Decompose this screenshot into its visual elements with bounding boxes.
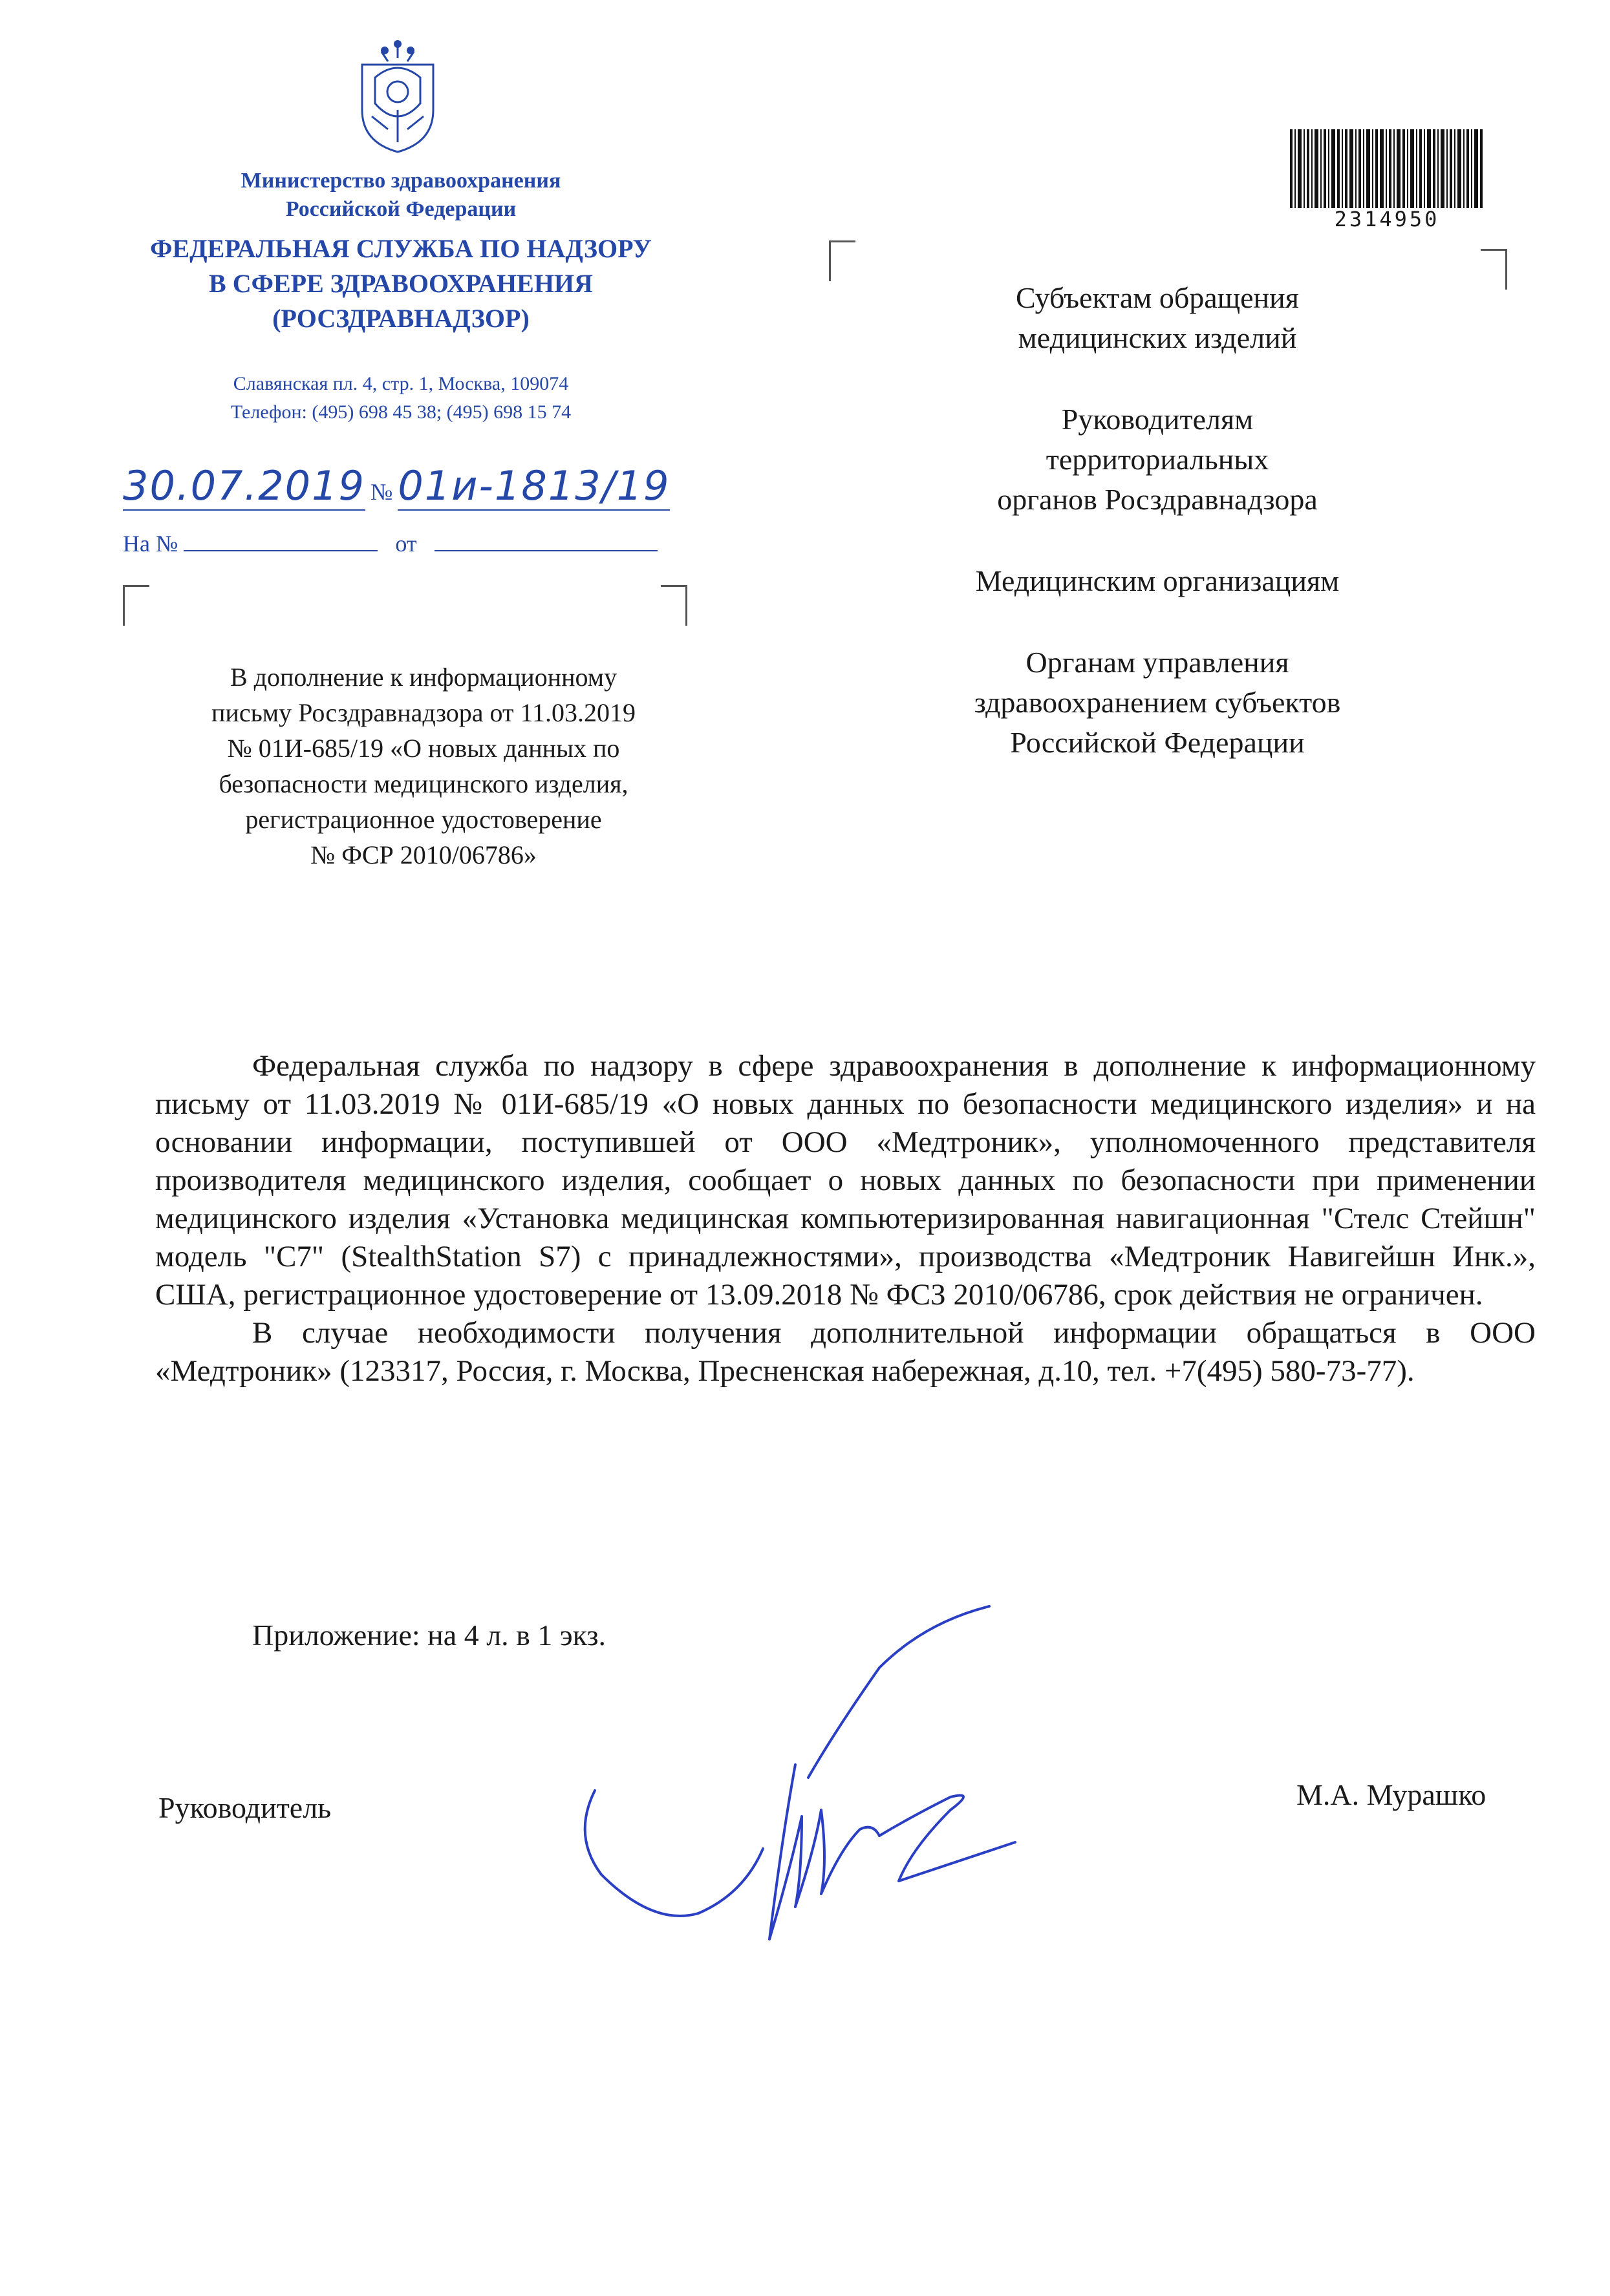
- number-sign: №: [370, 479, 393, 505]
- registration-number-row: [123, 462, 802, 509]
- recipient-group: Медицинским организациям: [975, 564, 1340, 597]
- letter-subject: В дополнение к информационному письму Росздравнадзора от 11.03.2019 № 01И-685/19 «О новых данных по безопасности медицинского изделия, регистрационное удостоверение № ФСР 2010/06786»: [211, 663, 636, 869]
- handwritten-signature: [575, 1603, 1067, 1965]
- recipient-bracket-right: [1481, 249, 1507, 290]
- registration-date: 30.07.2019: [123, 462, 365, 509]
- recipient-group: Субъектам обращения медицинских изделий: [1016, 281, 1299, 354]
- reference-row: [123, 530, 658, 557]
- corner-bracket-right: [661, 585, 687, 626]
- body-paragraph: В случае необходимости получения дополнительной информации обращаться в ООО «Медтроник» (123317, Россия, г. Москва, Пресненская набережная, д.10, тел. +7(495) 580-73-77).: [155, 1316, 1536, 1388]
- attachment-note: Приложение: на 4 л. в 1 экз.: [252, 1619, 606, 1652]
- recipients-block: [905, 278, 1410, 804]
- barcode: [1290, 129, 1484, 208]
- recipient-group: Органам управления здравоохранением субъектов Российской Федерации: [974, 646, 1341, 759]
- coat-of-arms-icon: [349, 39, 446, 154]
- reference-number-blank: [184, 550, 378, 551]
- service-name: ФЕДЕРАЛЬНАЯ СЛУЖБА ПО НАДЗОРУ В СФЕРЕ ЗДРАВООХРАНЕНИЯ (РОСЗДРАВНАДЗОР): [150, 234, 652, 333]
- barcode-number: 2314950: [1334, 207, 1440, 231]
- reference-label: На №: [123, 531, 178, 557]
- recipient-group: Руководителям территориальных органов Росздравнадзора: [997, 403, 1318, 516]
- letter-body: [155, 1047, 1536, 1390]
- signer-name: М.А. Мурашко: [1296, 1778, 1487, 1811]
- organization-address: Славянская пл. 4, стр. 1, Москва, 109074 Телефон: (495) 698 45 38; (495) 698 15 74: [230, 373, 572, 423]
- ministry-name: Министерство здравоохранения Российской Федерации: [241, 169, 561, 221]
- reference-date-blank: [435, 550, 658, 551]
- registration-number: 01и-1813/19: [398, 462, 671, 509]
- recipient-bracket-left: [829, 240, 855, 281]
- body-paragraph: Федеральная служба по надзору в сфере здравоохранения в дополнение к информационному письму от 11.03.2019 № 01И-685/19 «О новых данных по безопасности медицинского изделия» и на основании информации, поступившей от ООО «Медтроник», уполномоченного представителя производителя медицинского изделия, сообщает о новых данных по безопасности при применении медицинского изделия «Установка медицинская компьютеризированная навигационная "Стелс Стейшн" модель "С7" (StealthStation S7) с принадлежностями», производства «Медтроник Навигейшн Инк.», США, регистрационное удостоверение от 13.09.2018 № ФСЗ 2010/06786, срок действия не ограничен.: [155, 1049, 1536, 1312]
- reference-from-label: от: [395, 531, 417, 557]
- signer-position: Руководитель: [158, 1791, 332, 1824]
- corner-bracket-left: [123, 585, 149, 626]
